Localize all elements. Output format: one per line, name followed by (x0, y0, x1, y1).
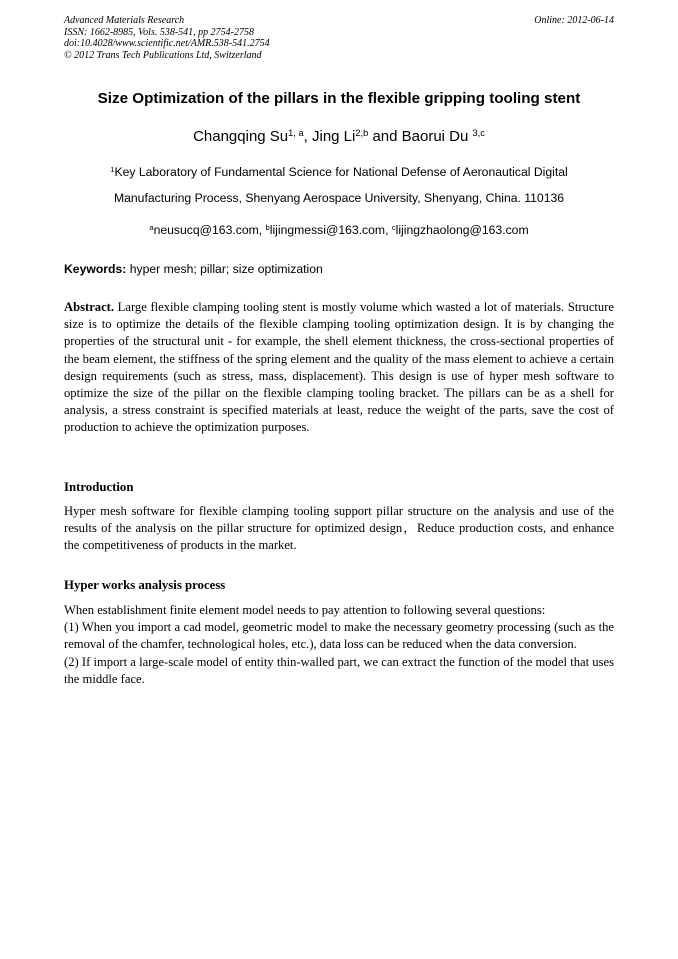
email-a-sup: a (149, 222, 154, 232)
affiliation-text-1: Key Laboratory of Fundamental Science for National Defense of Aeronautical Digital (114, 165, 568, 179)
affiliation-sup: 1 (110, 164, 115, 174)
section-heading-hyperworks: Hyper works analysis process (64, 578, 226, 592)
author-list (40, 128, 638, 145)
keywords (64, 262, 614, 276)
abstract (64, 299, 614, 437)
affiliation-line-2: Manufacturing Process, Shenyang Aerospace University, Shenyang, China. 110136 (113, 191, 565, 205)
author-1-name: Changqing Su (193, 128, 289, 145)
hyperworks-paragraph-1: When establishment finite element model needs to pay attention to following several questions: (64, 603, 546, 617)
email-c[interactable]: lijingzhaolong@163.com (395, 223, 529, 237)
hyperworks-paragraph-3: (2) If import a large-scale model of entity thin-walled part, we can extract the function of the model that uses the middle face. (64, 654, 614, 686)
keywords-text: hyper mesh; pillar; size optimization (126, 262, 323, 276)
hyperworks-paragraph-2: (1) When you import a cad model, geometric model to make the necessary geometry processing (such as the removal of the chamfer, technological holes, etc.), data loss can be reduced when the data conversion. (64, 620, 614, 652)
author-1-sup: 1, a (288, 127, 304, 138)
email-c-sup: c (391, 222, 396, 232)
hyperworks-body (64, 602, 614, 688)
journal-header (64, 15, 270, 61)
author-3-name: and Baorui Du (368, 128, 473, 145)
keywords-label: Keywords: (64, 262, 127, 276)
email-list (40, 223, 638, 237)
paper-title: Size Optimization of the pillars in the flexible gripping tooling stent (97, 90, 581, 107)
doi-line[interactable]: doi:10.4028/www.scientific.net/AMR.538-541.2754 (64, 38, 270, 49)
online-date: Online: 2012-06-14 (534, 15, 614, 26)
abstract-text: Large flexible clamping tooling stent is mostly volume which wasted a lot of materials. Structure size is to optimize the details of the flexible clamping tooling optimization design. It is by changing the properties of the structural unit - for example, the shell element thickness, the cross-sectional properties of the beam element, the stiffness of the spring element and the quality of the mass element to achieve a certain design requirements (such as stress, mass, displacement). This design is use of hyper mesh software to optimize the size of the pillar on the flexible clamping tooling bracket. The pillars can be as a shell for analysis, a stress constraint is specified materials at least, reduce the weight of the parts, save the cost of production to achieve the optimization purposes. (64, 300, 614, 435)
author-2-sup: 2,b (355, 127, 369, 138)
email-b-sup: b (265, 222, 270, 232)
copyright-line: © 2012 Trans Tech Publications Ltd, Switzerland (64, 49, 262, 61)
issn-line: ISSN: 1662-8985, Vols. 538-541, pp 2754-2758 (64, 26, 254, 38)
introduction-paragraph: Hyper mesh software for flexible clamping tooling support pillar structure on the analysis and use of the results of the analysis on the pillar structure for optimized design，Reduce production costs, and enhance the competitiveness of products in the market. (64, 504, 614, 553)
abstract-label: Abstract. (64, 300, 115, 314)
email-a[interactable]: neusucq@163.com, (153, 223, 266, 237)
journal-name: Advanced Materials Research (64, 15, 185, 26)
author-3-sup: 3,c (472, 127, 485, 138)
author-2-name: , Jing Li (303, 128, 356, 145)
email-b[interactable]: lijingmessi@163.com, (269, 223, 392, 237)
affiliation-line-1 (40, 165, 638, 179)
section-heading-introduction: Introduction (64, 480, 134, 494)
